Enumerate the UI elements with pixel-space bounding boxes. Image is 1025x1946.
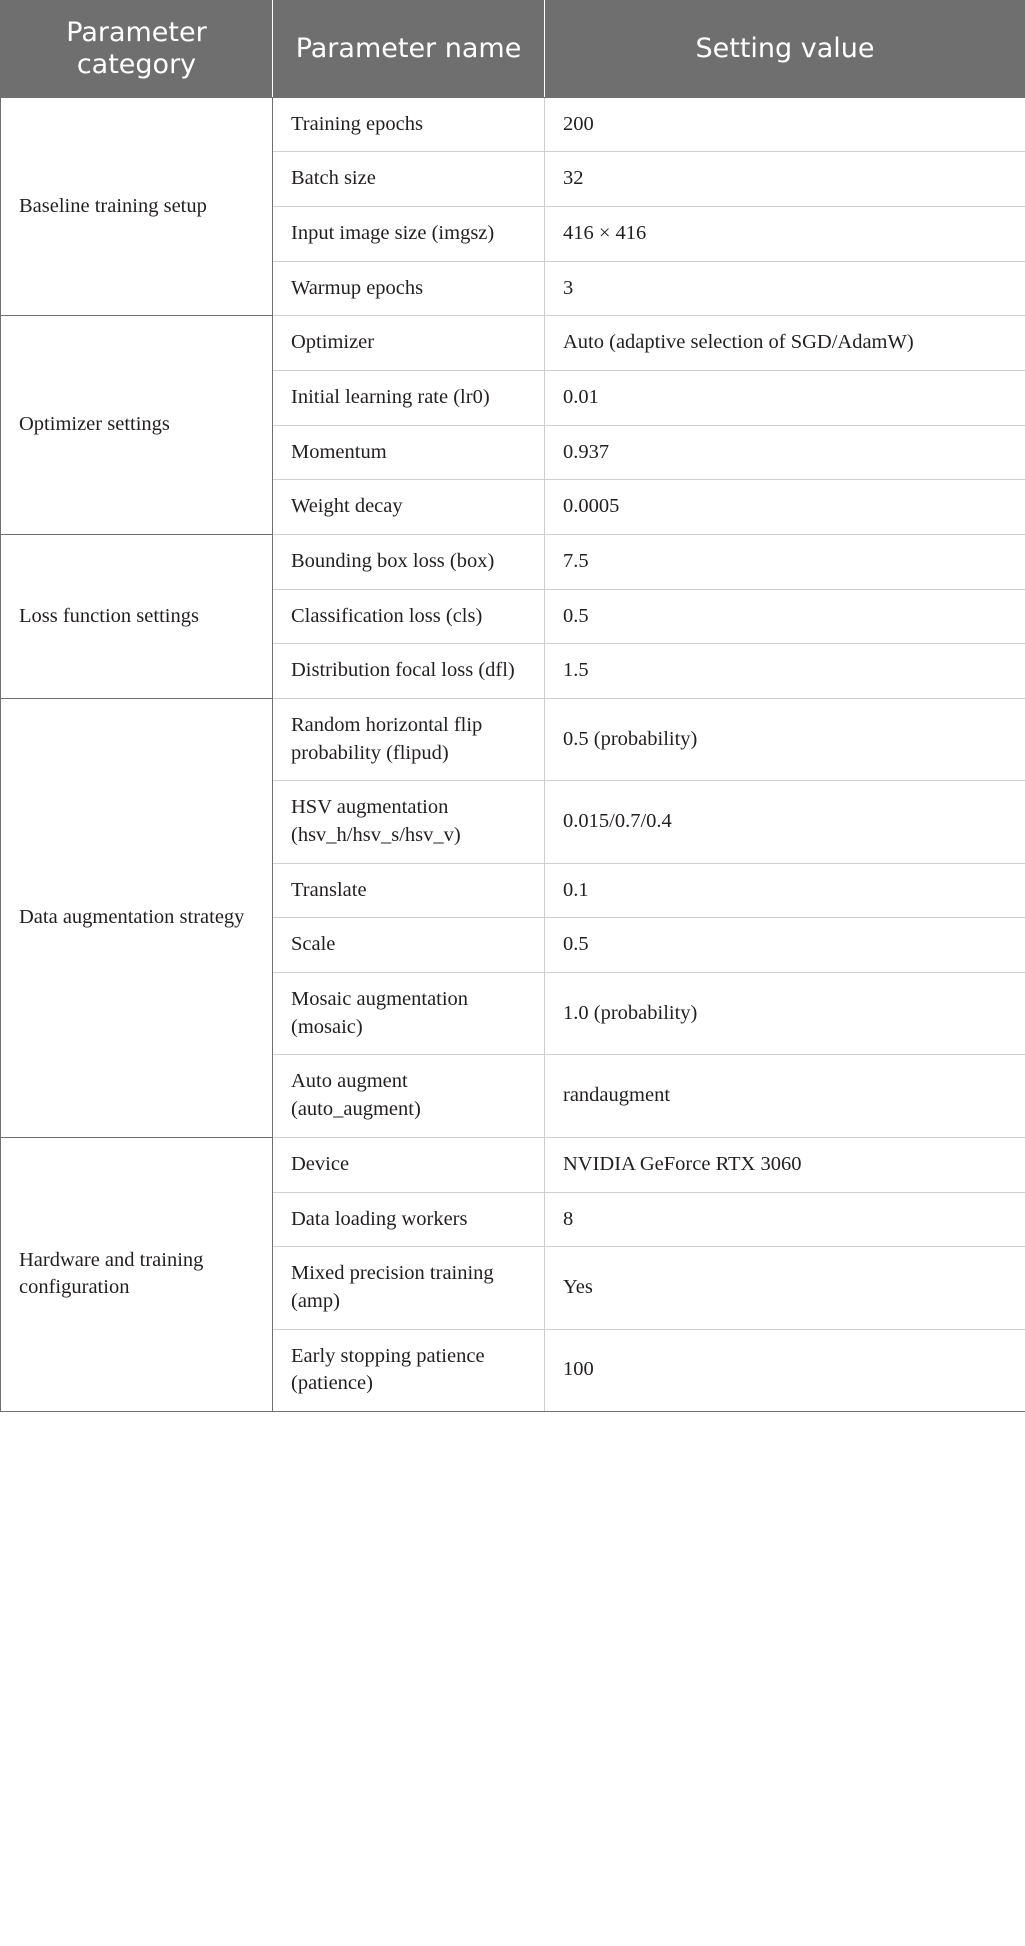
cell-parameter-name: Optimizer <box>273 316 545 371</box>
cell-setting-value: 0.015/0.7/0.4 <box>545 781 1025 863</box>
cell-setting-value: 0.5 <box>545 589 1025 644</box>
cell-parameter-name: Translate <box>273 863 545 918</box>
cell-parameter-name: Scale <box>273 918 545 973</box>
cell-setting-value: NVIDIA GeForce RTX 3060 <box>545 1137 1025 1192</box>
cell-parameter-name: Random horizontal flip probability (flipud) <box>273 699 545 781</box>
cell-setting-value: 0.5 (probability) <box>545 699 1025 781</box>
cell-parameter-name: Device <box>273 1137 545 1192</box>
table-row <box>1 1137 1025 1192</box>
cell-parameter-name: Mosaic augmentation (mosaic) <box>273 973 545 1055</box>
cell-parameter-name: Weight decay <box>273 480 545 535</box>
cell-setting-value: randaugment <box>545 1055 1025 1137</box>
column-header-setting-value: Setting value <box>545 1 1025 98</box>
cell-setting-value: 0.5 <box>545 918 1025 973</box>
cell-setting-value: 200 <box>545 97 1025 152</box>
table-body <box>1 97 1025 1411</box>
cell-parameter-name: Initial learning rate (lr0) <box>273 371 545 426</box>
cell-parameter-name: Bounding box loss (box) <box>273 535 545 590</box>
cell-setting-value: 0.0005 <box>545 480 1025 535</box>
cell-parameter-category: Baseline training setup <box>1 97 273 316</box>
cell-setting-value: 3 <box>545 261 1025 316</box>
cell-setting-value: Yes <box>545 1247 1025 1329</box>
column-header-parameter-name: Parameter name <box>273 1 545 98</box>
cell-setting-value: 1.0 (probability) <box>545 973 1025 1055</box>
cell-setting-value: 32 <box>545 152 1025 207</box>
cell-parameter-name: Early stopping patience (patience) <box>273 1329 545 1411</box>
cell-parameter-name: Training epochs <box>273 97 545 152</box>
cell-setting-value: 7.5 <box>545 535 1025 590</box>
cell-parameter-name: Auto augment (auto_augment) <box>273 1055 545 1137</box>
table-header-row <box>1 1 1025 98</box>
table-row <box>1 699 1025 781</box>
cell-parameter-name: Mixed precision training (amp) <box>273 1247 545 1329</box>
cell-setting-value: 1.5 <box>545 644 1025 699</box>
cell-setting-value: 8 <box>545 1192 1025 1247</box>
cell-parameter-name: HSV augmentation (hsv_h/hsv_s/hsv_v) <box>273 781 545 863</box>
cell-setting-value: 0.1 <box>545 863 1025 918</box>
cell-parameter-name: Data loading workers <box>273 1192 545 1247</box>
table-header <box>1 1 1025 98</box>
column-header-parameter-category: Parameter category <box>1 1 273 98</box>
table-row <box>1 535 1025 590</box>
cell-parameter-category: Loss function settings <box>1 535 273 699</box>
table-row <box>1 97 1025 152</box>
cell-parameter-name: Classification loss (cls) <box>273 589 545 644</box>
cell-parameter-name: Input image size (imgsz) <box>273 207 545 262</box>
cell-parameter-name: Batch size <box>273 152 545 207</box>
cell-parameter-category: Hardware and training configuration <box>1 1137 273 1411</box>
cell-parameter-name: Distribution focal loss (dfl) <box>273 644 545 699</box>
cell-setting-value: 0.937 <box>545 425 1025 480</box>
cell-parameter-category: Data augmentation strategy <box>1 699 273 1138</box>
cell-setting-value: 416 × 416 <box>545 207 1025 262</box>
table-row <box>1 316 1025 371</box>
cell-setting-value: 0.01 <box>545 371 1025 426</box>
cell-setting-value: Auto (adaptive selection of SGD/AdamW) <box>545 316 1025 371</box>
cell-parameter-name: Warmup epochs <box>273 261 545 316</box>
cell-parameter-name: Momentum <box>273 425 545 480</box>
cell-setting-value: 100 <box>545 1329 1025 1411</box>
cell-parameter-category: Optimizer settings <box>1 316 273 535</box>
